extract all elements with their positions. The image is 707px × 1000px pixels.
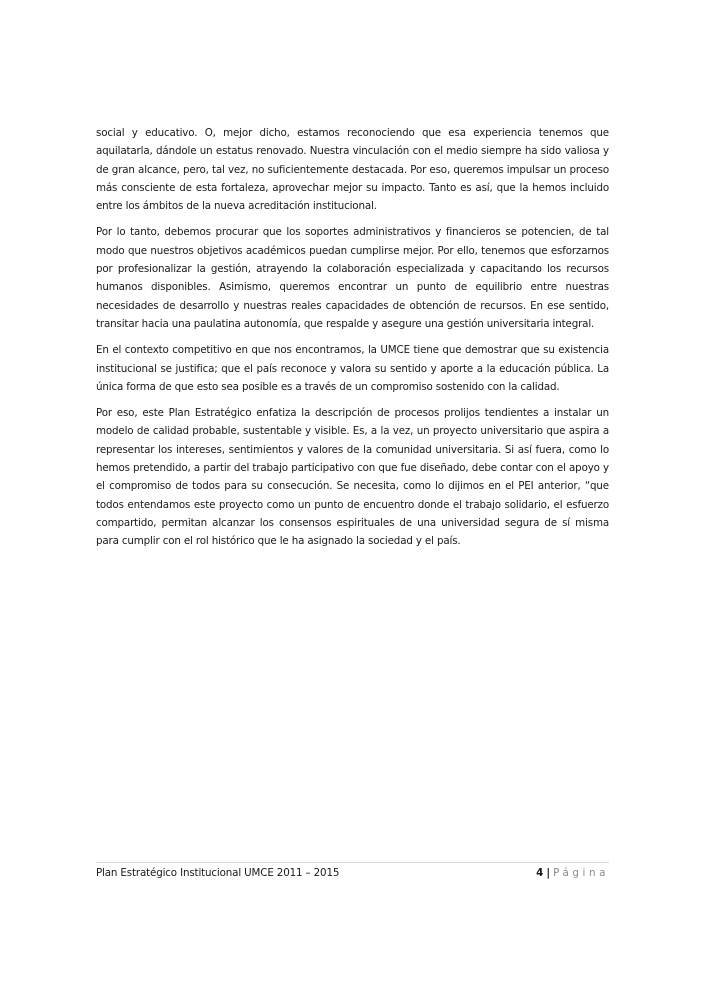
footer-separator: | xyxy=(546,867,551,879)
page-footer xyxy=(96,862,609,883)
body-paragraph-3: En el contexto competitivo en que nos encontramos, la UMCE tiene que demostrar que su existencia institucional se justifica; que el país reconoce y valora su sentido y aporte a la educación pública. La única forma de que esto sea posible es a través de un compromiso sostenido con la calidad. xyxy=(96,344,609,393)
body-paragraph-2: Por lo tanto, debemos procurar que los soportes administrativos y financieros se potencien, de tal modo que nuestros objetivos académicos puedan cumplirse mejor. Por ello, tenemos que esforzarnos por profesionalizar la gestión, atrayendo la colaboración especializada y capacitando los recursos humanos disponibles. Asimismo, queremos encontrar un punto de equilibrio entre nuestras necesidades de desarrollo y nuestras reales capacidades de obtención de recursos. En ese sentido, transitar hacia una paulatina autonomía, que respalde y asegure una gestión universitaria integral. xyxy=(96,226,609,330)
page-body xyxy=(96,124,609,559)
footer-page-label: Página xyxy=(553,867,609,879)
body-paragraph-4: Por eso, este Plan Estratégico enfatiza la descripción de procesos prolijos tendientes a instalar un modelo de calidad probable, sustentable y visible. Es, a la vez, un proyecto universitario que aspira a representar los intereses, sentimientos y valores de la comunidad universitaria. Si así fuera, como lo hemos pretendido, a partir del trabajo participativo con que fue diseñado, debe contar con el apoyo y el compromiso de todos para su consecución. Se necesita, como lo dijimos en el PEI anterior, “que todos entendamos este proyecto como un punto de encuentro donde el trabajo solidario, el esfuerzo compartido, permitan alcanzar los consensos espirituales de una universidad segura de sí misma para cumplir con el rol histórico que le ha asignado la sociedad y el país. xyxy=(96,407,609,548)
footer-page-indicator xyxy=(536,863,609,883)
footer-page-number: 4 xyxy=(536,867,544,879)
footer-document-title: Plan Estratégico Institucional UMCE 2011 – 2015 xyxy=(96,867,340,879)
body-paragraph-1: social y educativo. O, mejor dicho, estamos reconociendo que esa experiencia tenemos que aquilatarla, dándole un estatus renovado. Nuestra vinculación con el medio siempre ha sido valiosa y de gran alcance, pero, tal vez, no suficientemente destacada. Por eso, queremos impulsar un proceso más consciente de esta fortaleza, aprovechar mejor su impacto. Tanto es así, que la hemos incluido entre los ámbitos de la nueva acreditación institucional. xyxy=(96,127,609,213)
